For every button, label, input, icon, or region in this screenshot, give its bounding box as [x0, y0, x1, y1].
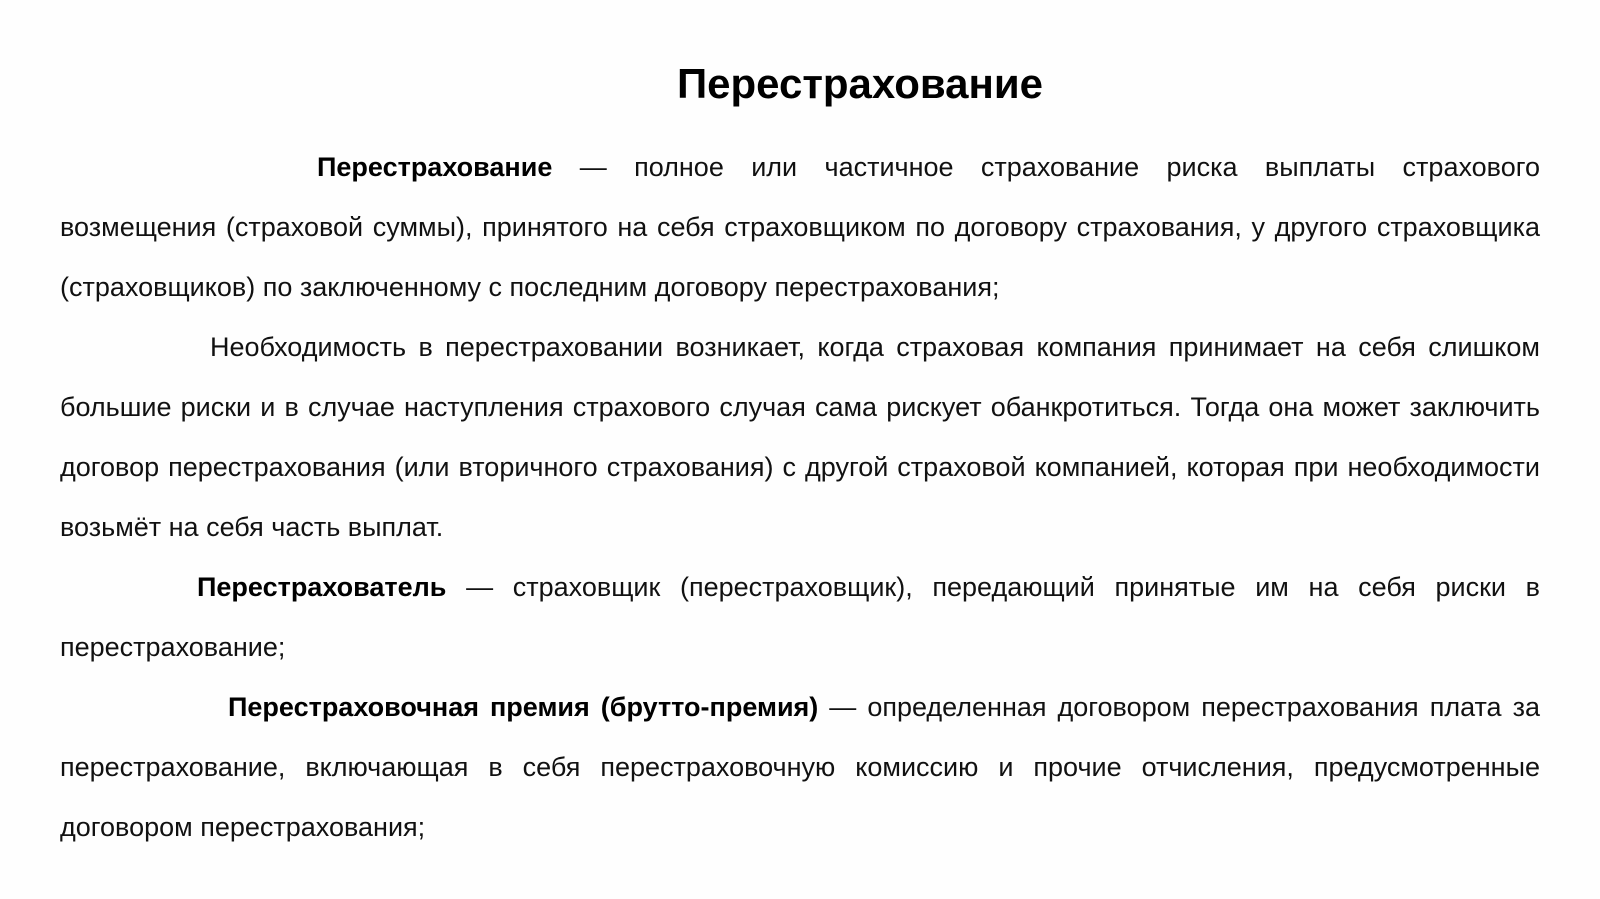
paragraph-reinsurance-necessity — [60, 317, 1540, 557]
paragraph-reinsurer-definition — [60, 557, 1540, 677]
term-reinsurer: Перестрахователь — [197, 572, 447, 602]
definition-reinsurer: — страховщик (перестраховщик), передающий принятые им на себя риски в перестрахование; — [60, 572, 1540, 662]
term-reinsurance-premium: Перестраховочная премия (брутто-премия) — [228, 692, 819, 722]
definition-reinsurance-premium: — определенная договором перестрахования плата за перестрахование, включающая в себя перестраховочную комиссию и прочие отчисления, предусмотренные договором перестрахования; — [60, 692, 1540, 842]
necessity-text: Необходимость в перестраховании возникает, когда страховая компания принимает на себя слишком большие риски и в случае наступления страхового случая сама рискует обанкротиться. Тогда она может заключить договор перестрахования (или вторичного страхования) с другой страховой компанией, которая при необходимости возьмёт на себя часть выплат. — [60, 332, 1540, 542]
slide-title: Перестрахование — [676, 60, 1044, 107]
paragraph-reinsurance-definition — [60, 137, 1540, 317]
slide-body — [60, 137, 1540, 857]
paragraph-premium-definition — [60, 677, 1540, 857]
term-reinsurance: Перестрахование — [317, 152, 553, 182]
definition-reinsurance: — полное или частичное страхование риска выплаты страхового возмещения (страховой суммы), принятого на себя страховщиком по договору страхования, у другого страховщика (страховщиков) по заключенному с последним договору перестрахования; — [60, 152, 1540, 302]
